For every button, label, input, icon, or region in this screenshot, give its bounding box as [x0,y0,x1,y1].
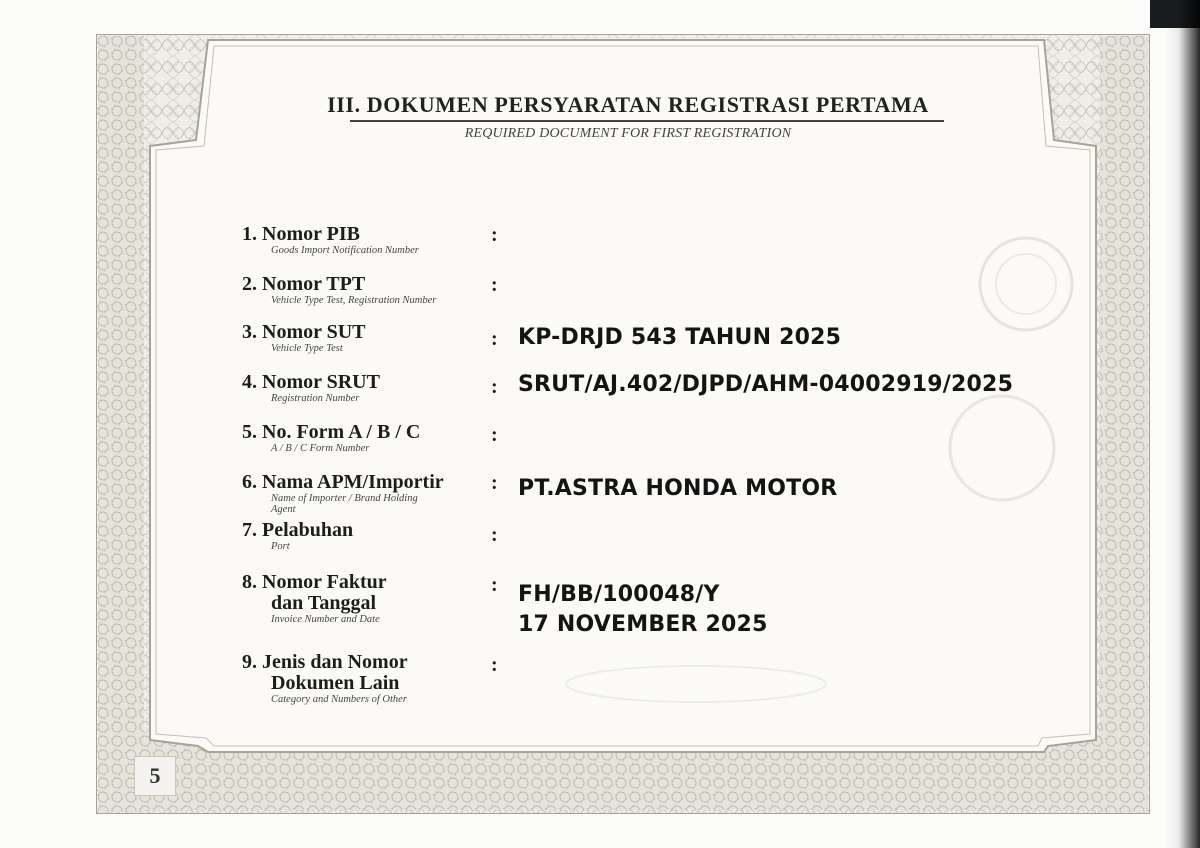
field-label: No. Form A / B / C [262,421,421,443]
field-separator: : [491,574,498,596]
field-english-label: A / B / C Form Number [271,443,370,454]
title-underline [350,120,944,122]
item-number: 9. [242,651,257,673]
page-title: III. DOKUMEN PERSYARATAN REGISTRASI PERTAMA [327,92,929,117]
field-pelabuhan [242,520,662,552]
field-english-label-line2: Agent [271,504,296,515]
document-page [96,34,1150,814]
field-separator: : [491,472,498,494]
field-english-label: Name of Importer / Brand Holding [271,493,418,504]
scan-edge-shadow [1164,0,1200,848]
field-label: Jenis dan Nomor [262,651,408,673]
page-number: 5 [134,756,176,796]
item-number: 4. [242,371,257,393]
field-separator: : [491,328,498,350]
field-value-apm: PT.ASTRA HONDA MOTOR [518,476,838,501]
field-separator: : [491,224,498,246]
field-dokumen-lain [242,652,662,705]
field-value-sut: KP-DRJD 543 TAHUN 2025 [518,325,842,350]
field-label: Nomor Faktur [262,571,387,593]
field-label-line2: Dokumen Lain [271,672,400,694]
field-label: Nomor SRUT [262,371,380,393]
field-label: Nomor TPT [262,273,366,295]
item-number: 8. [242,571,257,593]
field-label: Pelabuhan [262,519,354,541]
field-label: Nomor PIB [262,223,360,245]
field-english-label: Goods Import Notification Number [271,245,419,256]
field-english-label: Vehicle Type Test [271,343,343,354]
field-label-line2: dan Tanggal [271,592,377,614]
field-english-label: Category and Numbers of Other [271,694,407,705]
field-english-label: Vehicle Type Test, Registration Number [271,295,437,306]
field-label: Nomor SUT [262,321,366,343]
field-separator: : [491,274,498,296]
item-number: 5. [242,421,257,443]
document-content [96,34,1150,814]
page-subtitle: REQUIRED DOCUMENT FOR FIRST REGISTRATION [464,126,792,141]
item-number: 7. [242,519,257,541]
field-separator: : [491,654,498,676]
item-number: 3. [242,321,257,343]
field-separator: : [491,424,498,446]
field-value-srut: SRUT/AJ.402/DJPD/AHM-04002919/2025 [518,372,1014,397]
item-number: 1. [242,223,257,245]
item-number: 6. [242,471,257,493]
field-label: Nama APM/Importir [262,471,444,493]
field-english-label: Port [271,541,290,552]
field-nomor-tpt [242,274,662,306]
field-value-faktur-date: 17 NOVEMBER 2025 [518,612,768,637]
field-form-abc [242,422,662,454]
item-number: 2. [242,273,257,295]
field-nomor-pib [242,224,662,256]
field-separator: : [491,524,498,546]
field-separator: : [491,376,498,398]
field-english-label: Registration Number [271,393,360,404]
field-english-label: Invoice Number and Date [271,614,380,625]
field-value-faktur: FH/BB/100048/Y [518,582,720,607]
